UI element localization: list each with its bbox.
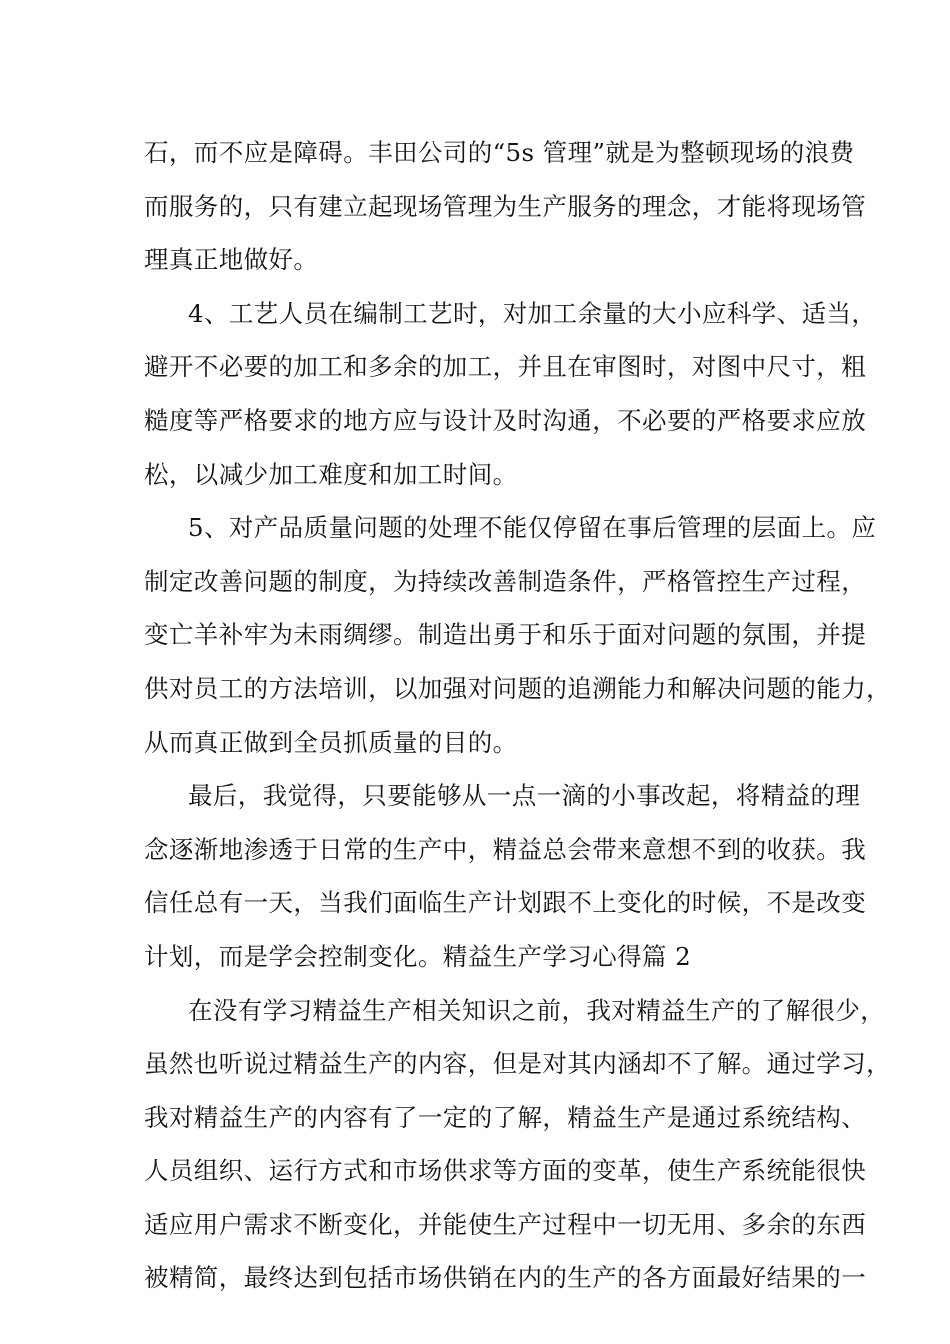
- text-line: 松，以减少加工难度和加工时间。: [144, 459, 518, 489]
- text-line: 供对员工的方法培训，以加强对问题的追溯能力和解决问题的能力，: [144, 673, 891, 703]
- text-line: 制定改善问题的制度，为持续改善制造条件，严格管控生产过程，: [144, 566, 867, 596]
- paragraph-start-line: 5、对产品质量问题的处理不能仅停留在事后管理的层面上。应: [188, 513, 877, 543]
- text-line: 变亡羊补牢为未雨绸缪。制造出勇于和乐于面对问题的氛围，并提: [144, 620, 867, 650]
- text-line: 虽然也听说过精益生产的内容，但是对其内涵却不了解。通过学习，: [144, 1049, 891, 1079]
- paragraph-start-line: 4、工艺人员在编制工艺时，对加工余量的大小应科学、适当，: [188, 298, 877, 328]
- document-body: [144, 126, 891, 1305]
- text-line: 理真正地做好。: [144, 245, 319, 275]
- text-line: 而服务的，只有建立起现场管理为生产服务的理念，才能将现场管: [144, 191, 867, 221]
- text-line: 信任总有一天，当我们面临生产计划跟不上变化的时候，不是改变: [144, 888, 867, 918]
- text-line: 计划，而是学会控制变化。精益生产学习心得篇 2: [144, 941, 692, 971]
- text-line: 从而真正做到全员抓质量的目的。: [144, 727, 518, 757]
- text-line: 适应用户需求不断变化，并能使生产过程中一切无用、多余的东西: [144, 1209, 867, 1239]
- text-line: 念逐渐地渗透于日常的生产中，精益总会带来意想不到的收获。我: [144, 834, 867, 864]
- text-line: 糙度等严格要求的地方应与设计及时沟通，不必要的严格要求应放: [144, 405, 867, 435]
- text-line: 避开不必要的加工和多余的加工，并且在审图时，对图中尺寸，粗: [144, 352, 867, 382]
- text-line: 被精简，最终达到包括市场供销在内的生产的各方面最好结果的一: [144, 1263, 867, 1293]
- paragraph-start-line: 最后，我觉得，只要能够从一点一滴的小事改起，将精益的理: [188, 781, 861, 811]
- text-line: 石，而不应是障碍。丰田公司的“5s 管理”就是为整顿现场的浪费: [144, 138, 855, 167]
- text-line: 人员组织、运行方式和市场供求等方面的变革，使生产系统能很快: [144, 1156, 867, 1186]
- paragraph-start-line: 在没有学习精益生产相关知识之前，我对精益生产的了解很少，: [188, 995, 886, 1025]
- text-line: 我对精益生产的内容有了一定的了解，精益生产是通过系统结构、: [144, 1102, 867, 1132]
